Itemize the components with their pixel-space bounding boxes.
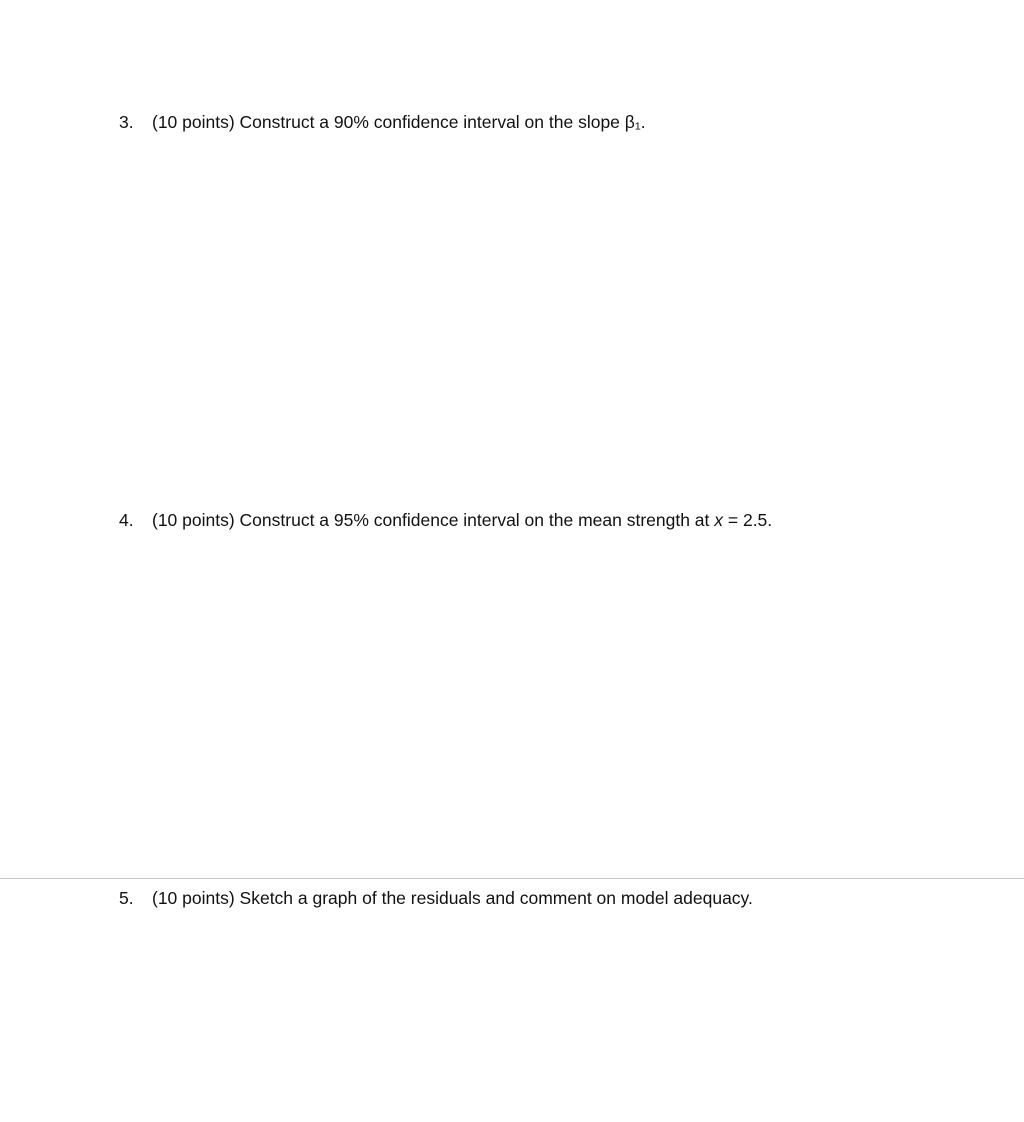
question-number: 4.	[119, 510, 134, 530]
question-text-after: = 2.5.	[723, 510, 773, 530]
question-number: 5.	[119, 888, 134, 908]
question-3	[119, 111, 646, 133]
question-text: (10 points) Sketch a graph of the residuals and comment on model adequacy.	[152, 888, 753, 908]
page-break-divider	[0, 878, 1024, 879]
question-text-before: (10 points) Construct a 95% confidence interval on the mean strength at	[152, 510, 715, 530]
question-5	[119, 887, 753, 909]
math-variable: x	[714, 510, 724, 530]
question-4	[119, 509, 772, 531]
question-text: (10 points) Construct a 90% confidence interval on the slope β₁.	[152, 112, 646, 132]
question-number: 3.	[119, 112, 134, 132]
